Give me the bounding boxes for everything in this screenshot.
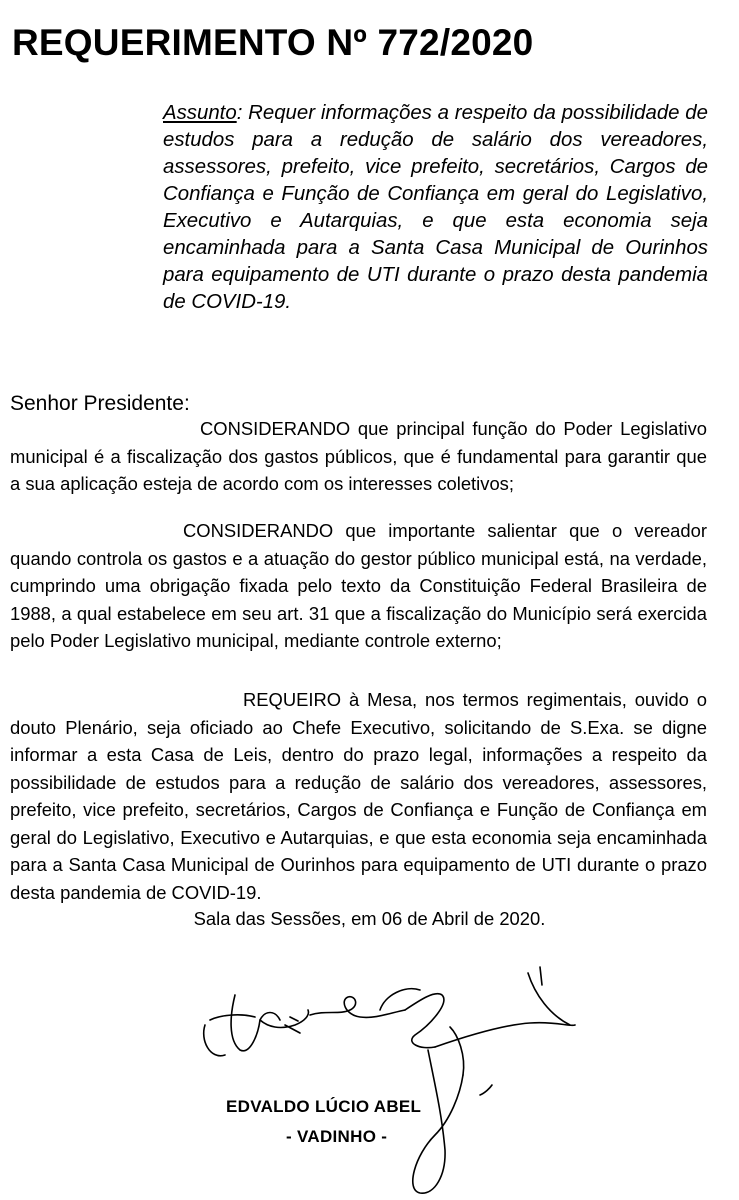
salutation: Senhor Presidente:	[10, 392, 190, 415]
handwritten-signature	[180, 955, 620, 1200]
paragraph-considerando-2: CONSIDERANDO que importante salientar que o vereador quando controla os gastos e a atuação do gestor público municipal está, na verdade, cumprindo uma obrigação fixada pelo texto da Constituição Federal Brasileira de 1988, a qual estabelece em seu art. 31 que a fiscalização do Município será exercida pelo Poder Legislativo municipal, mediante controle externo;	[10, 520, 707, 651]
subject-label: Assunto	[163, 102, 237, 124]
subject-block	[163, 100, 708, 316]
subject-text: : Requer informações a respeito da possibilidade de estudos para a redução de salário dos vereadores, assessores, prefeito, vice prefeito, secretários, Cargos de Confiança e Função de Confiança em geral do Legislativo, Executivo e Autarquias, e que esta economia seja encaminhada para a Santa Casa Municipal de Ourinhos para equipamento de UTI durante o prazo desta pandemia de COVID-19.	[163, 102, 708, 313]
signer-name: EDVALDO LÚCIO ABEL	[226, 1097, 422, 1116]
paragraph-requeiro: REQUEIRO à Mesa, nos termos regimentais, ouvido o douto Plenário, seja oficiado ao Chefe Executivo, solicitando de S.Exa. se digne informar a esta Casa de Leis, dentro do prazo legal, informações a respeito da possibilidade de estudos para a redução de salário dos vereadores, assessores, prefeito, vice prefeito, secretários, Cargos de Confiança e Função de Confiança em geral do Legislativo, Executivo e Autarquias, e que esta economia seja encaminhada para a Santa Casa Municipal de Ourinhos para equipamento de UTI durante o prazo desta pandemia de COVID-19.	[10, 689, 707, 903]
paragraph-considerando-1: CONSIDERANDO que principal função do Poder Legislativo municipal é a fiscalização dos gastos públicos, que é fundamental para garantir que a sua aplicação esteja de acordo com os interesses coletivos;	[10, 418, 707, 494]
signer-nickname: - VADINHO -	[286, 1127, 388, 1146]
document-title: REQUERIMENTO Nº 772/2020	[12, 22, 534, 63]
closing-line: Sala das Sessões, em 06 de Abril de 2020.	[193, 908, 546, 929]
